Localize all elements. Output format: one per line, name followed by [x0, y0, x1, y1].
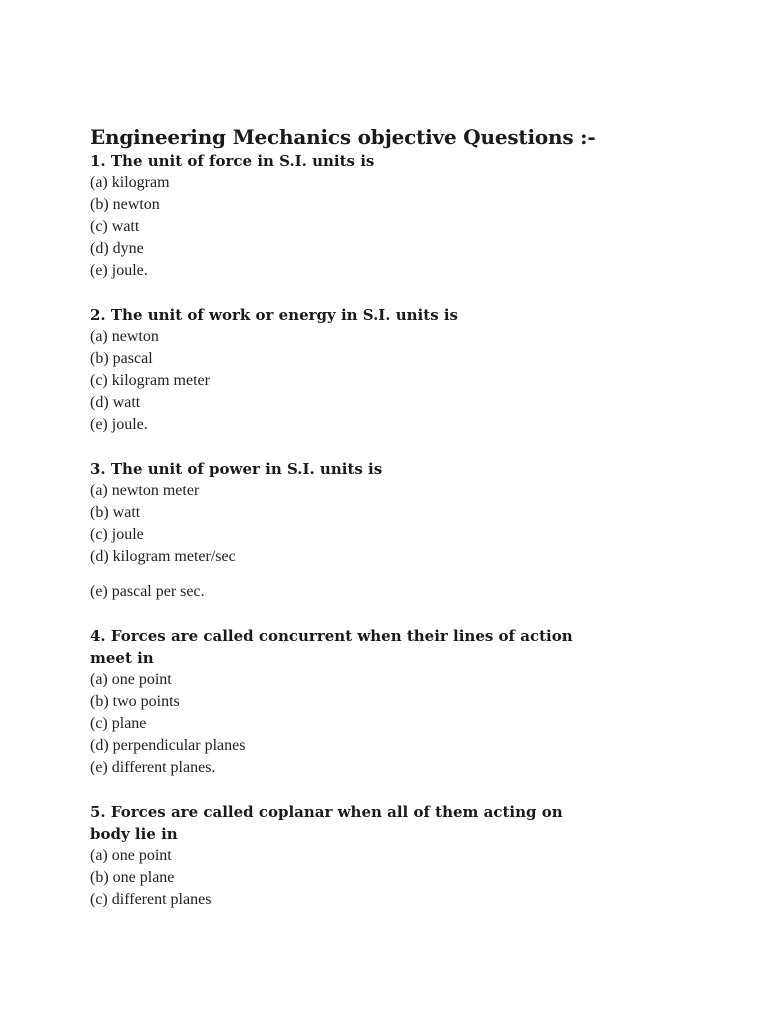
document-page — [90, 124, 690, 911]
option-e: (e) pascal per sec. — [90, 583, 205, 600]
question-text: 5. Forces are called coplanar when all of them acting on body lie in — [90, 803, 563, 843]
option-e: (e) joule. — [90, 262, 148, 279]
option-c: (c) plane — [90, 715, 147, 732]
option-c: (c) different planes — [90, 891, 212, 908]
option-c: (c) watt — [90, 218, 140, 235]
option-a: (a) kilogram — [90, 174, 170, 191]
question-text: 4. Forces are called concurrent when their lines of action meet in — [90, 627, 573, 667]
option-e: (e) joule. — [90, 416, 148, 433]
option-b: (b) watt — [90, 504, 141, 521]
question-4 — [90, 625, 690, 779]
option-d: (d) perpendicular planes — [90, 737, 246, 754]
option-c: (c) kilogram meter — [90, 372, 210, 389]
option-a: (a) newton meter — [90, 482, 200, 499]
option-e: (e) different planes. — [90, 759, 216, 776]
option-d: (d) dyne — [90, 240, 144, 257]
option-d: (d) watt — [90, 394, 141, 411]
option-d: (d) kilogram meter/sec — [90, 548, 236, 565]
question-1 — [90, 150, 690, 282]
question-text: 1. The unit of force in S.I. units is — [90, 152, 375, 170]
option-a: (a) one point — [90, 671, 172, 688]
question-text: 3. The unit of power in S.I. units is — [90, 460, 383, 478]
document-title: Engineering Mechanics objective Questions :- — [90, 125, 596, 149]
question-3 — [90, 458, 690, 603]
option-a: (a) newton — [90, 328, 159, 345]
option-b: (b) pascal — [90, 350, 153, 367]
question-text: 2. The unit of work or energy in S.I. units is — [90, 306, 458, 324]
option-b: (b) newton — [90, 196, 160, 213]
option-b: (b) two points — [90, 693, 180, 710]
question-5 — [90, 801, 690, 911]
option-c: (c) joule — [90, 526, 144, 543]
option-a: (a) one point — [90, 847, 172, 864]
option-b: (b) one plane — [90, 869, 175, 886]
question-2 — [90, 304, 690, 436]
